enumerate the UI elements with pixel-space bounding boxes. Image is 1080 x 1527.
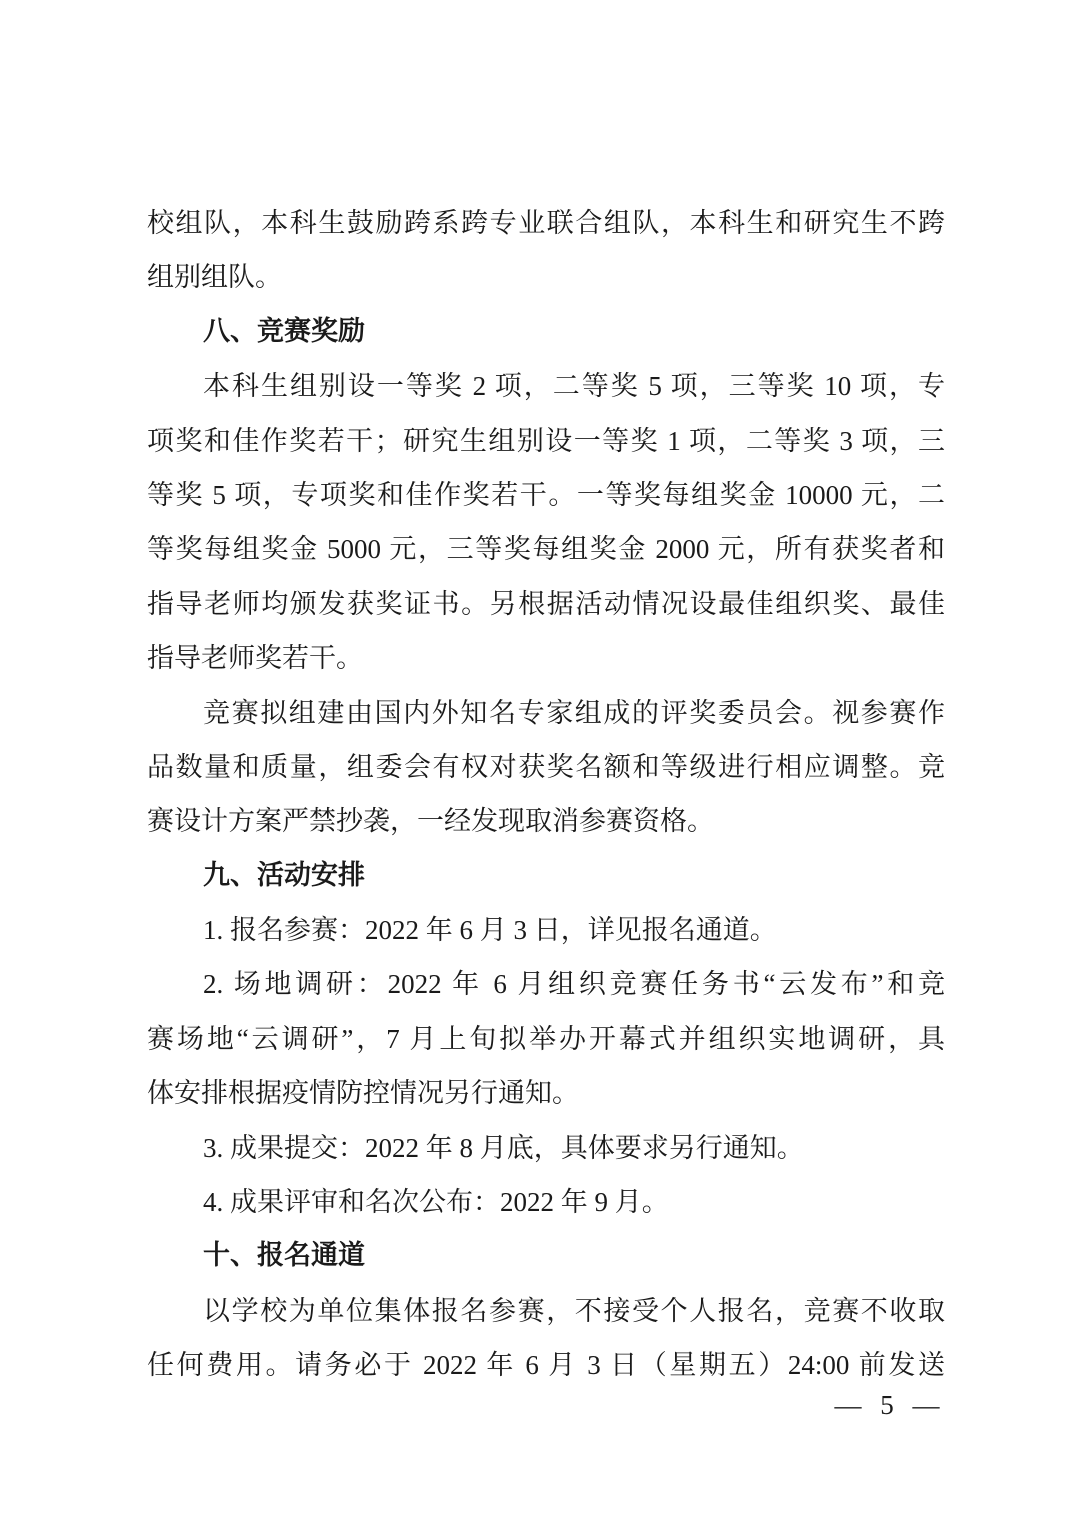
list-item: 3. 成果提交：2022 年 8 月底，具体要求另行通知。 — [203, 1132, 804, 1163]
text-line: 等奖 5 项，专项奖和佳作奖若干。一等奖每组奖金 10000 元，二 — [147, 479, 945, 510]
text-line: 赛场地“云调研”，7 月上旬拟举办开幕式并组织实地调研，具 — [147, 1023, 945, 1054]
document-body — [147, 196, 945, 1393]
text-line: 品数量和质量，组委会有权对获奖名额和等级进行相应调整。竞 — [147, 751, 945, 782]
text-line: 本科生组别设一等奖 2 项，二等奖 5 项，三等奖 10 项，专 — [203, 371, 945, 402]
list-item: 1. 报名参赛：2022 年 6 月 3 日，详见报名通道。 — [203, 915, 777, 946]
text-line: 等奖每组奖金 5000 元，三等奖每组奖金 2000 元，所有获奖者和 — [147, 534, 945, 565]
section-heading: 八、竞赛奖励 — [203, 315, 365, 347]
text-line: 体安排根据疫情防控情况另行通知。 — [147, 1078, 579, 1109]
section-heading: 九、活动安排 — [203, 859, 365, 891]
list-item: 4. 成果评审和名次公布：2022 年 9 月。 — [203, 1187, 669, 1218]
page-number: — 5 — — [834, 1390, 946, 1420]
text-line: 指导老师均颁发获奖证书。另根据活动情况设最佳组织奖、最佳 — [147, 588, 945, 619]
text-line: 组别组队。 — [147, 262, 282, 293]
list-item: 2. 场地调研：2022 年 6 月组织竞赛任务书“云发布”和竞 — [203, 969, 945, 1000]
text-line: 竞赛拟组建由国内外知名专家组成的评奖委员会。视参赛作 — [203, 697, 945, 728]
text-line: 项奖和佳作奖若干；研究生组别设一等奖 1 项，二等奖 3 项，三 — [147, 425, 945, 456]
text-line: 校组队，本科生鼓励跨系跨专业联合组队，本科生和研究生不跨 — [147, 208, 945, 238]
text-line: 赛设计方案严禁抄袭，一经发现取消参赛资格。 — [147, 806, 714, 837]
section-heading: 十、报名通道 — [203, 1240, 365, 1272]
text-line: 指导老师奖若干。 — [147, 643, 363, 674]
text-line: 任何费用。请务必于 2022 年 6 月 3 日（星期五）24:00 前发送 — [147, 1350, 945, 1381]
text-line: 以学校为单位集体报名参赛，不接受个人报名，竞赛不收取 — [203, 1295, 945, 1326]
